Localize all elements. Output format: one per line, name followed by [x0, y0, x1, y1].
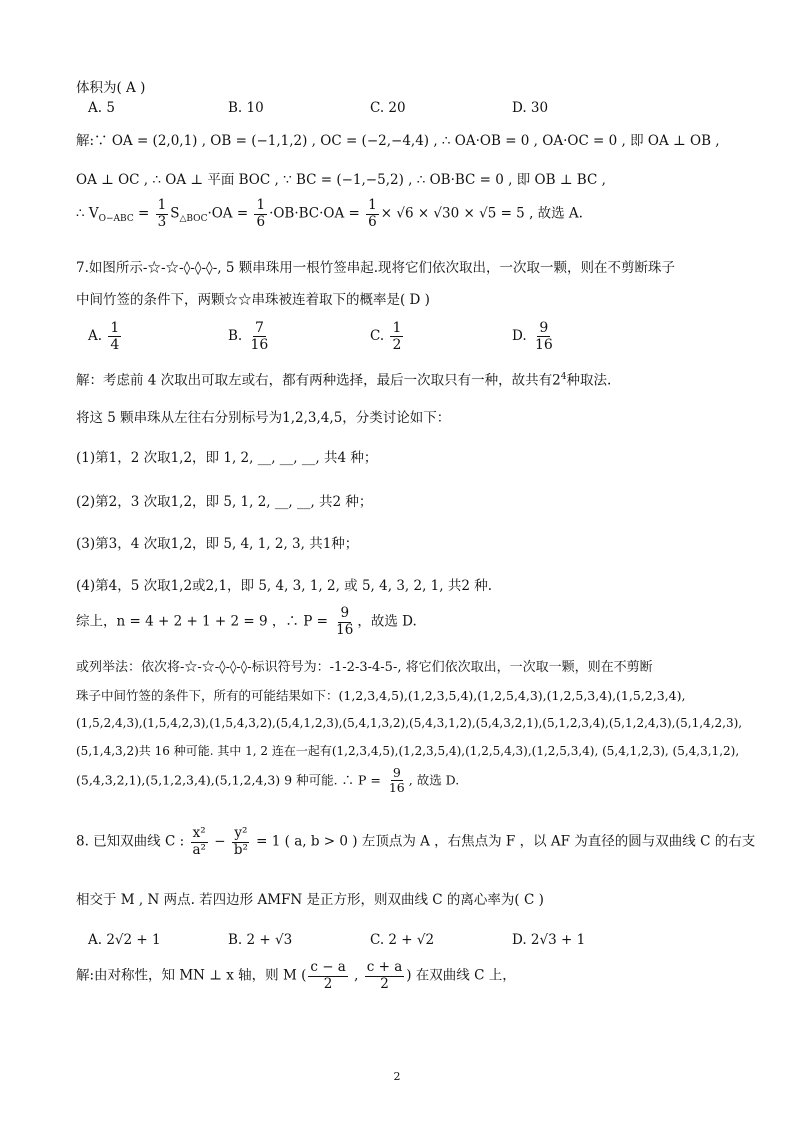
- q7-case-2: (2)第2，3 次取1,2，即 5, 1, 2, __, __, 共2 种；: [76, 494, 373, 510]
- q7-solution-line-2: 将这 5 颗串珠从左往右分别标号为1,2,3,4,5，分类讨论如下：: [76, 410, 451, 426]
- q6-choice-c: C. 20: [370, 100, 406, 116]
- q7-conclusion: 综上，n = 4 + 2 + 1 + 2 = 9 ，∴ P = $\frac{9}{16}$ ，故选 D.: [76, 605, 417, 638]
- q7-enumeration-line-1: 或列举法：依次将-☆-☆-◊-◊-◊-标识符号为：-1-2-3-4-5-, 将它们依次取出，一次取一颗，则在不剪断: [76, 660, 653, 675]
- q7-enumeration-line-4: (5,1,4,3,2)共 16 种可能. 其中 1, 2 连在一起有(1,2,3,4,5),(1,2,3,5,4),(1,2,5,4,3),(1,2,5,3,4), (5,4,1,2,3), (5,4,3,1,2),: [76, 744, 740, 758]
- q8-solution-line-1: 解:由对称性，知 MN ⊥ x 轴，则 M ( $\frac{c - a}{2}$ , $\frac{c + a}{2}$ ) 在双曲线 C 上，: [76, 959, 516, 992]
- q7-case-1: (1)第1，2 次取1,2，即 1, 2, __, __, __, 共4 种；: [76, 450, 378, 466]
- q6-solution-line-3: ∴ $V_{O-ABC}$ = $\frac{1}{3}$ $S_{\triangle BOC}\cdot OA$ = $\frac{1}{6}$ ·OB·BC·OA = $\frac{1}{6}$ × √6 × √30 × √5 = 5 , 故选 A.: [76, 197, 583, 230]
- q6-solution-line-2: OA ⊥ OC , ∴ OA ⊥ 平面 BOC , ∵ BC = (−1,−5,2) , ∴ OB·BC = 0 , 即 OB ⊥ BC ,: [76, 172, 606, 188]
- q7-question-line-2: 中间竹签的条件下，两颗☆☆串珠被连着取下的概率是( D ): [76, 292, 430, 308]
- q7-enumeration-line-2: 珠子中间竹签的条件下，所有的可能结果如下：(1,2,3,4,5),(1,2,3,5,4),(1,2,5,4,3),(1,2,5,3,4),(1,5,2,3,4),: [76, 688, 686, 703]
- q7-question-line-1: 7.如图所示-☆-☆-◊-◊-◊-, 5 颗串珠用一根竹签串起.现将它们依次取出，一次取一颗，则在不剪断珠子: [76, 260, 676, 276]
- q8-choice-d: D. 2√3 + 1: [512, 932, 586, 948]
- page-number: 2: [393, 1070, 401, 1083]
- q7-choice-a: A. $\frac{1}{4}$: [88, 320, 120, 354]
- q8-question-line-1: 8. 已知双曲线 C : $\frac{\text{x²}}{\text{a²}}$ − $\frac{\text{y²}}{\text{b²}}$ = 1 ( a, b > 0 ) 左顶点为 A ，右焦点为 F ，以 AF 为直径的圆与双曲线 C 的右支: [76, 825, 756, 858]
- q8-choice-c: C. 2 + √2: [370, 932, 435, 948]
- q6-answer-line: 体积为( A ): [76, 80, 146, 96]
- q8-choice-b: B. 2 + √3: [228, 932, 293, 948]
- q7-enumeration-conclusion: (5,4,3,2,1),(5,1,2,3,4),(5,1,2,4,3) 9 种可能. ∴ P = $\frac{9}{16}$ , 故选 D.: [76, 765, 460, 796]
- q6-choice-d: D. 30: [512, 100, 549, 116]
- q6-choice-b: B. 10: [228, 100, 264, 116]
- q8-choice-a: A. 2√2 + 1: [88, 932, 161, 948]
- q7-choice-c: C. $\frac{1}{2}$: [370, 320, 402, 354]
- q7-choice-b: B. $\frac{7}{16}$: [228, 320, 269, 354]
- q6-choice-a: A. 5: [88, 100, 115, 116]
- q7-case-4: (4)第4，5 次取1,2或2,1，即 5, 4, 3, 1, 2, 或 5, 4, 3, 2, 1, 共2 种.: [76, 578, 493, 594]
- q6-solution-line-1: 解:∵ OA = (2,0,1) , OB = (−1,1,2) , OC = (−2,−4,4) , ∴ OA·OB = 0 , OA·OC = 0 , 即 OA ⊥ OB ,: [76, 133, 720, 149]
- q8-question-line-2: 相交于 M , N 两点. 若四边形 AMFN 是正方形，则双曲线 C 的离心率为( C ): [76, 892, 544, 908]
- q7-enumeration-line-3: (1,5,2,4,3),(1,5,4,2,3),(1,5,4,3,2),(5,4,1,2,3),(5,4,1,3,2),(5,4,3,1,2),(5,4,3,2,1),(5,1,2,3,4),(5,1,2,4,3),(5,1,4,2,3),: [76, 716, 743, 730]
- q7-solution-line-1: 解：考虑前 4 次取出可取左或右，都有两种选择，最后一次取只有一种，故共有$2^4$种取法.: [76, 372, 612, 389]
- q7-case-3: (3)第3，4 次取1,2，即 5, 4, 1, 2, 3, 共1种；: [76, 536, 359, 552]
- q7-choice-d: D. $\frac{9}{16}$: [512, 320, 553, 354]
